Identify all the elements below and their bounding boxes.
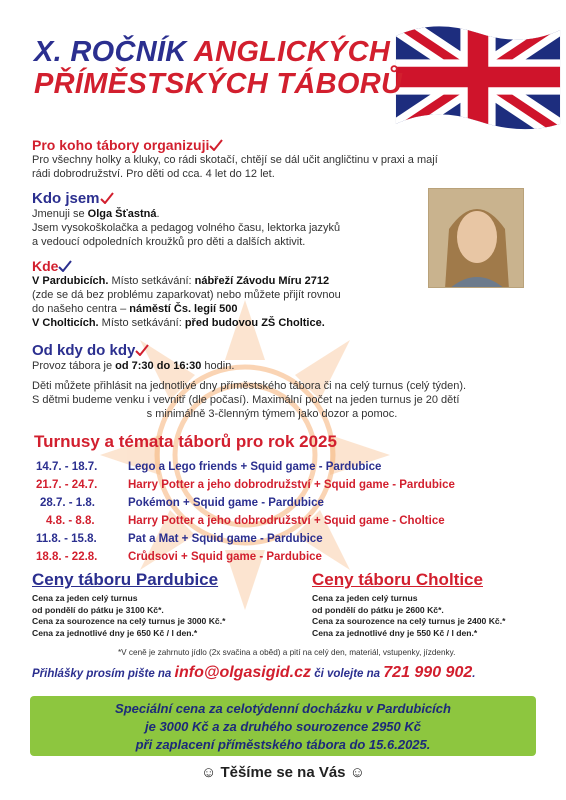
who-for-line-2: rádi dobrodružství. Pro děti od cca. 4 let do 12 let. — [32, 168, 275, 180]
turnus-row: 21.7. - 24.7. Harry Potter a jeho dobrodružství + Squid game - Pardubice — [36, 479, 455, 491]
title-line-2: PŘÍMĚSTSKÝCH TÁBORŮ — [34, 68, 403, 100]
price-line: od pondělí do pátku je 2600 Kč*. — [312, 604, 444, 615]
section-who-for — [32, 137, 512, 181]
who-for-heading: Pro koho tábory organizuji — [32, 137, 512, 153]
where-heading: Kde — [32, 258, 432, 274]
where-line-2: (zde se dá bez problému zaparkovat) nebo můžete přijít rovnou — [32, 289, 341, 301]
where-line-4: V Cholticích. Místo setkávání: před budovou ZŠ Choltice. — [32, 317, 325, 329]
checkmark-icon — [58, 260, 72, 272]
price-line: Cena za jeden celý turnus — [32, 593, 138, 603]
price-line: Cena za jeden celý turnus — [312, 593, 418, 603]
price-line: Cena za jednotlivé dny je 650 Kč / l den.* — [32, 627, 198, 638]
about-line-1: Jmenuji se Olga Šťastná. — [32, 208, 160, 220]
section-when — [32, 342, 542, 421]
section-where — [32, 258, 432, 330]
price-footnote: *V ceně je zahrnuto jídlo (2x svačina a oběd) a pití na celý den, materiál, vstupenky, jízdenky. — [118, 648, 456, 657]
where-line-1: V Pardubicích. Místo setkávání: nábřeží Závodu Míru 2712 — [32, 275, 330, 287]
price-line: Cena za jednotlivé dny je 550 Kč / l den.* — [312, 627, 478, 638]
special-price-banner — [30, 696, 536, 756]
when-paragraph-2: S dětmi budeme venku i vevnitř (dle počasí). Maximální počet na jeden turnus je 20 dětí — [32, 394, 460, 406]
when-heading: Od kdy do kdy — [32, 342, 542, 359]
contact-line: Přihlášky prosím pište na info@olgasigid.cz či volejte na 721 990 902. — [32, 664, 476, 681]
checkmark-icon — [209, 139, 223, 151]
phone-number[interactable]: 721 990 902 — [383, 664, 473, 681]
title-part-blue: X. ROČNÍK — [34, 36, 194, 68]
turnus-row: 14.7. - 18.7. Lego a Lego friends + Squid game - Pardubice — [36, 461, 382, 473]
banner-line-1: Speciální cena za celotýdenní docházku v Pardubicích — [115, 701, 451, 716]
page-title — [34, 36, 402, 100]
email-link[interactable]: info@olgasigid.cz — [174, 664, 312, 681]
person-portrait-icon — [429, 189, 524, 288]
when-paragraph-1: Děti můžete přihlásit na jednotlivé dny příměstského tábora či na celý turnus (celý týden). — [32, 380, 467, 392]
where-line-3: do našeho centra – náměstí Čs. legií 500 — [32, 303, 238, 315]
checkmark-icon — [135, 344, 149, 356]
turnus-row: 28.7. - 1.8. Pokémon + Squid game - Pardubice — [40, 497, 324, 509]
price-line: Cena za sourozence na celý turnus je 3000 Kč.* — [32, 616, 226, 627]
turnusy-heading: Turnusy a témata táborů pro rok 2025 — [34, 432, 337, 451]
when-paragraph-3: s minimálně 3-členným týmem jako dozor a pomoc. — [146, 408, 398, 420]
prices-choltice-heading: Ceny táboru Choltice — [312, 570, 483, 589]
banner-line-3: při zaplacení příměstského tábora do 15.6.2025. — [135, 737, 431, 752]
prices-choltice-list — [312, 593, 505, 639]
turnus-row: 11.8. - 15.8. Pat a Mat + Squid game - Pardubice — [36, 533, 323, 545]
banner-line-2: je 3000 Kč a za druhého sourozence 2950 Kč — [144, 719, 421, 734]
about-heading: Kdo jsem — [32, 190, 422, 207]
title-part-red: ANGLICKÝCH — [193, 36, 391, 68]
prices-pardubice-list — [32, 593, 225, 639]
price-line: od pondělí do pátku je 3100 Kč*. — [32, 604, 164, 615]
about-line-2: Jsem vysokoškolačka a pedagog volného času, lektorka jazyků — [32, 222, 341, 234]
about-line-3: a vedoucí odpoledních kroužků pro děti a dalších aktivit. — [32, 236, 306, 248]
section-about — [32, 190, 422, 249]
prices-pardubice-heading: Ceny táboru Pardubice — [32, 570, 219, 589]
turnus-row: 18.8. - 22.8. Crůdsovi + Squid game - Pardubice — [36, 551, 322, 563]
turnus-row: 4.8. - 8.8. Harry Potter a jeho dobrodružství + Squid game - Choltice — [46, 515, 445, 527]
checkmark-icon — [100, 192, 114, 204]
owner-name: Olga Šťastná — [87, 208, 157, 220]
uk-flag-icon — [390, 18, 566, 136]
footer-greeting: ☺ Těšíme se na Vás ☺ — [200, 764, 366, 781]
portrait-photo — [428, 188, 524, 288]
when-line-1: Provoz tábora je od 7:30 do 16:30 hodin. — [32, 360, 235, 372]
price-line: Cena za sourozence na celý turnus je 2400 Kč.* — [312, 616, 506, 627]
who-for-line-1: Pro všechny holky a kluky, co rádi skotačí, chtějí se dál učit angličtinu v praxi a mají — [32, 154, 438, 166]
